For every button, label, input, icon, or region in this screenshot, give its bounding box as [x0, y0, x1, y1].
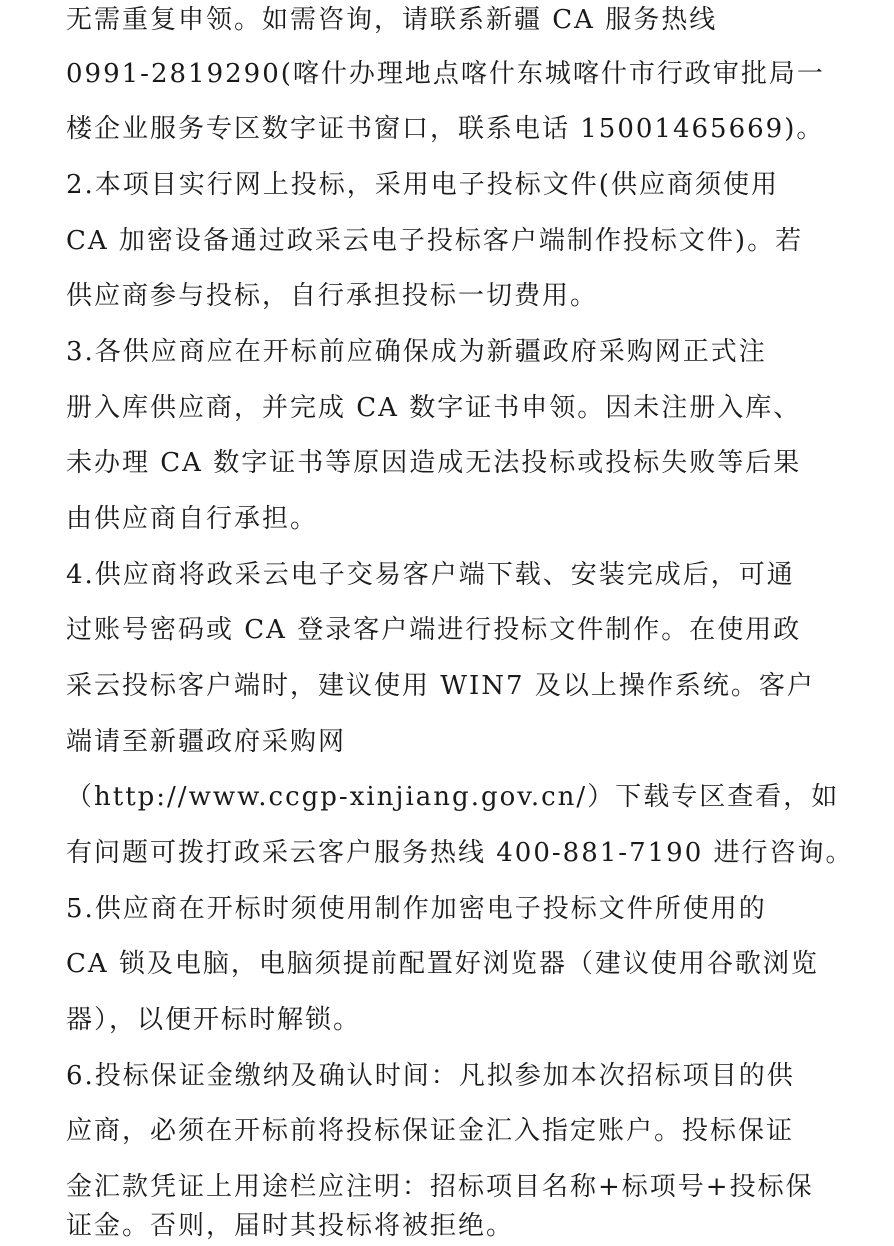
text-line: 6.投标保证金缴纳及确认时间：凡拟参加本次招标项目的供 — [66, 1061, 795, 1091]
text-line: 2.本项目实行网上投标，采用电子投标文件(供应商须使用 — [66, 170, 779, 200]
text-line: 册入库供应商，并完成 CA 数字证书申领。因未注册入库、 — [66, 393, 802, 423]
url-line: （http://www.ccgp-xinjiang.gov.cn/）下载专区查看，如 — [66, 782, 840, 812]
text-line: 无需重复申领。如需咨询，请联系新疆 CA 服务热线 — [66, 5, 718, 35]
text-line: 过账号密码或 CA 登录客户端进行投标文件制作。在使用政 — [66, 615, 802, 645]
text-line: 供应商参与投标，自行承担投标一切费用。 — [66, 281, 599, 311]
text-line: 证金。否则，届时其投标将被拒绝。 — [66, 1211, 515, 1241]
text-line: CA 加密设备通过政采云电子投标客户端制作投标文件)。若 — [66, 226, 804, 256]
text-line: 有问题可拨打政采云客户服务热线 400-881-7190 进行咨询。 — [66, 838, 854, 868]
text-line: 4.供应商将政采云电子交易客户端下载、安装完成后，可通 — [66, 560, 795, 590]
text-line: 器），以便开标时解锁。 — [66, 1005, 362, 1035]
text-line: 应商，必须在开标前将投标保证金汇入指定账户。投标保证 — [66, 1116, 795, 1146]
text-line: 3.各供应商应在开标前应确保成为新疆政府采购网正式注 — [66, 337, 767, 367]
text-line: 0991-2819290(喀什办理地点喀什东城喀什市行政审批局一 — [66, 59, 825, 89]
text-line: CA 锁及电脑，电脑须提前配置好浏览器（建议使用谷歌浏览 — [66, 949, 819, 979]
text-line: 由供应商自行承担。 — [66, 504, 319, 534]
text-line: 端请至新疆政府采购网 — [66, 727, 347, 757]
text-line: 采云投标客户端时，建议使用 WIN7 及以上操作系统。客户 — [66, 671, 815, 701]
text-line: 金汇款凭证上用途栏应注明：招标项目名称+标项号+投标保 — [66, 1172, 814, 1202]
text-line: 未办理 CA 数字证书等原因造成无法投标或投标失败等后果 — [66, 448, 802, 478]
text-line: 5.供应商在开标时须使用制作加密电子投标文件所使用的 — [66, 894, 767, 924]
text-line: 楼企业服务专区数字证书窗口，联系电话 15001465669)。 — [66, 114, 825, 144]
